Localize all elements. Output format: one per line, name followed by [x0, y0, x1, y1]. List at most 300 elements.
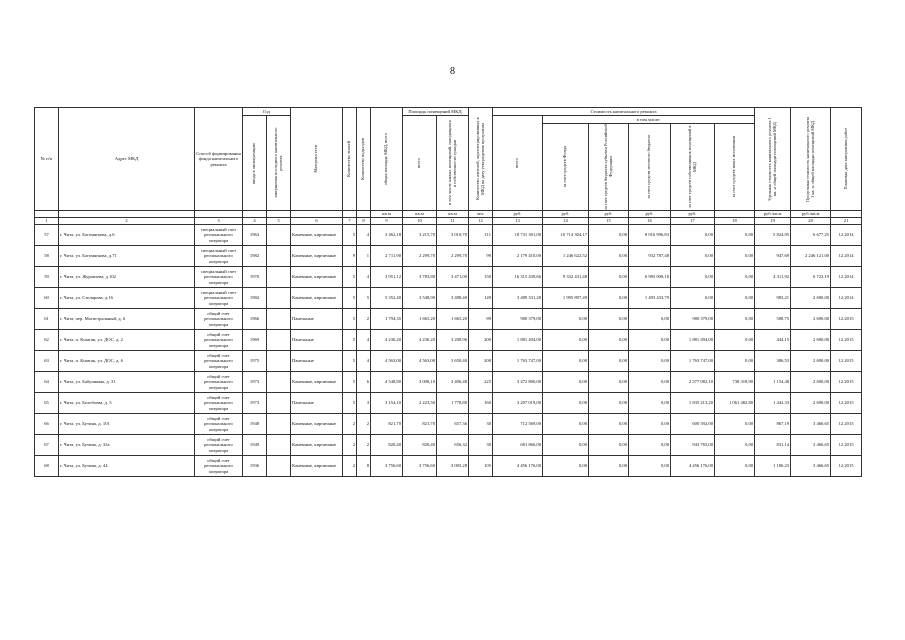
cell-address: г. Чита, ул. Столярова, д.16: [59, 288, 195, 309]
cell-floors: 5: [343, 351, 357, 372]
cell-unit: 947,69: [755, 246, 791, 267]
cell-other: 0,00: [715, 267, 755, 288]
cell-cost: 3 207 019,00: [493, 393, 543, 414]
cell-total: 1 794,35: [371, 309, 403, 330]
cell-floors: 5: [343, 267, 357, 288]
header-cost-fund: за счет средств Фонда: [562, 146, 568, 188]
cell-repair: [267, 330, 291, 351]
table-row: [35, 267, 862, 288]
cell-other: 0,00: [715, 225, 755, 246]
cell-unit: 588,75: [755, 309, 791, 330]
cell-n: 65: [35, 393, 59, 414]
cell-subj: 0,00: [589, 267, 629, 288]
cell-date: 12.2014: [831, 246, 862, 267]
cell-entr: 4: [357, 225, 371, 246]
cell-res: 1 778,80: [437, 393, 469, 414]
cell-max: 6 723,19: [791, 267, 831, 288]
cell-date: 12.2015: [831, 435, 862, 456]
cell-method: общий счет регионального оператора: [195, 309, 243, 330]
cell-local: 932 787,48: [629, 246, 671, 267]
cell-subj: 0,00: [589, 456, 629, 477]
cell-own: 2 577 082,10: [671, 372, 715, 393]
cell-year: 1969: [243, 330, 267, 351]
cell-material: Каменные, кирпичные: [291, 267, 343, 288]
cell-cost: 1 763 747,00: [493, 351, 543, 372]
cell-other: 0,00: [715, 456, 755, 477]
cell-date: 12.2014: [831, 267, 862, 288]
cell-total: 5 352,40: [371, 288, 403, 309]
cell-entr: 3: [357, 393, 371, 414]
cell-area: 2 223,50: [403, 393, 437, 414]
cell-total: 4 236,20: [371, 330, 403, 351]
table-row: [35, 225, 862, 246]
cell-people: 111: [469, 225, 493, 246]
cell-people: 149: [469, 288, 493, 309]
cell-cost: 3 472 800,00: [493, 372, 543, 393]
cell-method: общий счет регионального оператора: [195, 456, 243, 477]
cell-material: Каменные, кирпичные: [291, 246, 343, 267]
header-area-total: всего: [416, 158, 422, 168]
cell-cost: 4 456 176,00: [493, 456, 543, 477]
cell-n: 61: [35, 309, 59, 330]
header-year-group: Год: [243, 108, 291, 116]
unit-cell: руб.: [589, 211, 629, 218]
header-floors: Количество этажей: [346, 141, 352, 177]
header-num: № п/п: [35, 108, 59, 211]
header-cost-other: за счет средств иных источников: [731, 136, 737, 198]
cell-own: 1 881 494,00: [671, 330, 715, 351]
cell-other: 0,00: [715, 435, 755, 456]
cell-unit: 444,15: [755, 330, 791, 351]
cell-material: Каменные, кирпичные: [291, 456, 343, 477]
cell-unit: 867,19: [755, 414, 791, 435]
cell-year: 1949: [243, 435, 267, 456]
header-residents: Количество жителей, зарегистрированных в МКД на дату утверждения программы: [474, 117, 485, 201]
cell-local: 6 983 008,18: [629, 267, 671, 288]
cell-year: 1970: [243, 267, 267, 288]
cell-people: 105: [469, 456, 493, 477]
cell-res: 3 010,70: [437, 225, 469, 246]
cell-max: 2 690,00: [791, 330, 831, 351]
cell-max: 2 690,00: [791, 372, 831, 393]
unit-cell: кв.м: [437, 211, 469, 218]
cell-address: г. Чита, ул. Бутина, д. 32а: [59, 435, 195, 456]
table-row: [35, 351, 862, 372]
cell-floors: 5: [343, 309, 357, 330]
cell-subj: 0,00: [589, 393, 629, 414]
cell-unit: 983,21: [755, 288, 791, 309]
cell-people: 89: [469, 309, 493, 330]
cell-year: 1973: [243, 393, 267, 414]
cell-method: общий счет регионального оператора: [195, 435, 243, 456]
capital-repair-register-table: [34, 107, 862, 477]
cell-fund: 0,00: [543, 456, 589, 477]
cell-res: 3 488,40: [437, 288, 469, 309]
cell-total: 820,40: [371, 435, 403, 456]
cell-other: 738 318,90: [715, 372, 755, 393]
unit-cell: руб./кв.м: [791, 211, 831, 218]
cell-res: 3 650,40: [437, 351, 469, 372]
cell-method: общий счет регионального оператора: [195, 330, 243, 351]
cell-own: 0,00: [671, 246, 715, 267]
cell-material: Каменные, кирпичные: [291, 435, 343, 456]
cell-local: 0,00: [629, 372, 671, 393]
table-row: [35, 246, 862, 267]
cell-n: 67: [35, 435, 59, 456]
cell-address: г. Чита, ул. Белобоева, д. 3: [59, 393, 195, 414]
cell-area: 1 665,20: [403, 309, 437, 330]
cell-repair: [267, 309, 291, 330]
cell-unit: 386,53: [755, 351, 791, 372]
cell-material: Каменные, кирпичные: [291, 414, 343, 435]
header-method: Способ формирования фонда капитального ремонта: [195, 108, 243, 211]
cell-unit: 1 154,48: [755, 372, 791, 393]
cell-repair: [267, 456, 291, 477]
table-row: [35, 372, 862, 393]
cell-cost: 681 866,00: [493, 435, 543, 456]
cell-n: 66: [35, 414, 59, 435]
cell-other: 0,00: [715, 414, 755, 435]
cell-other: 1 061 482,80: [715, 393, 755, 414]
cell-repair: [267, 267, 291, 288]
cell-repair: [267, 288, 291, 309]
cell-local: 0,00: [629, 309, 671, 330]
cell-floors: 5: [343, 393, 357, 414]
cell-repair: [267, 393, 291, 414]
cell-date: 12.2015: [831, 309, 862, 330]
cell-res: 2 406,48: [437, 372, 469, 393]
cell-area: 820,40: [403, 435, 437, 456]
cell-fund: 0,00: [543, 393, 589, 414]
cell-people: 30: [469, 435, 493, 456]
cell-subj: 0,00: [589, 246, 629, 267]
cell-fund: 0,00: [543, 330, 589, 351]
cell-n: 59: [35, 267, 59, 288]
header-cost-local: за счет средств местного бюджета: [646, 135, 652, 199]
header-unit-cost: Удельная стоимость капитального ремонта 1 кв. м общей площади помещений МКД: [766, 117, 777, 201]
cell-fund: 9 332 431,48: [543, 267, 589, 288]
cell-unit: 1 442,33: [755, 393, 791, 414]
cell-material: Панельные: [291, 330, 343, 351]
cell-local: 0,00: [629, 414, 671, 435]
cell-floors: 2: [343, 456, 357, 477]
cell-method: специальный счет регионального оператора: [195, 267, 243, 288]
cell-local: 1 493 433,79: [629, 288, 671, 309]
cell-entr: 8: [357, 456, 371, 477]
cell-own: 943 765,00: [671, 435, 715, 456]
cell-entr: 4: [357, 267, 371, 288]
cell-cost: 3 489 331,28: [493, 288, 543, 309]
cell-res: 1 665,20: [437, 309, 469, 330]
cell-own: 0,00: [671, 267, 715, 288]
header-incl: в том числе:: [543, 116, 755, 124]
cell-fund: 0,00: [543, 414, 589, 435]
cell-repair: [267, 351, 291, 372]
cell-n: 58: [35, 246, 59, 267]
cell-res: 2 299,70: [437, 246, 469, 267]
table-row: [35, 456, 862, 477]
unit-cell: руб.: [493, 211, 543, 218]
cell-own: 0,00: [671, 288, 715, 309]
unit-cell: кв.м: [403, 211, 437, 218]
cell-people: 99: [469, 246, 493, 267]
cell-entr: 2: [357, 414, 371, 435]
cell-date: 12.2015: [831, 372, 862, 393]
cell-address: г. Чита, п. Кшатак, ул. ДОС, д. 6: [59, 351, 195, 372]
cell-unit: 1 186,23: [755, 456, 791, 477]
cell-total: 4 563,00: [371, 351, 403, 372]
cell-max: 2 690,00: [791, 393, 831, 414]
header-max-cost: Предельная стоимость капитального ремонта 1 кв. м общей площади помещений МКД: [804, 116, 815, 202]
cell-floors: 2: [343, 414, 357, 435]
cell-other: 0,00: [715, 351, 755, 372]
cell-people: 200: [469, 330, 493, 351]
cell-address: г. Чита, ул. Богомягкова, д.71: [59, 246, 195, 267]
cell-repair: [267, 225, 291, 246]
cell-fund: 1 995 897,49: [543, 288, 589, 309]
cell-area: 3 215,70: [403, 225, 437, 246]
cell-cost: 2 179 410,00: [493, 246, 543, 267]
cell-subj: 0,00: [589, 288, 629, 309]
cell-max: 3 466,65: [791, 435, 831, 456]
cell-entr: 4: [357, 330, 371, 351]
cell-subj: 0,00: [589, 225, 629, 246]
cell-date: 12.2015: [831, 393, 862, 414]
cell-floors: 5: [343, 288, 357, 309]
cell-max: 2 690,00: [791, 351, 831, 372]
cell-year: 1984: [243, 288, 267, 309]
cell-local: 0,00: [629, 330, 671, 351]
column-numbers-row: 1 2 3 4 5 6 7 8 9 10 11 12 13 14 15 16 17 18 19 20 21: [35, 218, 862, 225]
header-year-last-repair: завершения последнего капитального ремонта: [272, 127, 283, 199]
cell-max: 6 677,25: [791, 225, 831, 246]
cell-method: общий счет регионального оператора: [195, 393, 243, 414]
cell-area: 2 299,70: [403, 246, 437, 267]
cell-area: 3 548,90: [403, 288, 437, 309]
cell-date: 12.2015: [831, 330, 862, 351]
cell-unit: 4 311,92: [755, 267, 791, 288]
cell-area: 3 756,60: [403, 456, 437, 477]
cell-method: специальный счет регионального оператора: [195, 225, 243, 246]
cell-people: 150: [469, 267, 493, 288]
cell-material: Панельные: [291, 309, 343, 330]
cell-area: 3 008,10: [403, 372, 437, 393]
cell-fund: 0,00: [543, 309, 589, 330]
cell-fund: 1 246 622,52: [543, 246, 589, 267]
header-entrances: Количество подъездов: [360, 138, 366, 180]
cell-date: 12.2015: [831, 351, 862, 372]
cell-n: 62: [35, 330, 59, 351]
cell-floors: 2: [343, 435, 357, 456]
unit-cell: чел.: [469, 211, 493, 218]
cell-material: Каменные, кирпичные: [291, 372, 343, 393]
cell-subj: 0,00: [589, 435, 629, 456]
cell-material: Каменные, кирпичные: [291, 225, 343, 246]
cell-n: 68: [35, 456, 59, 477]
cell-max: 2 690,00: [791, 288, 831, 309]
cell-res: 656,32: [437, 435, 469, 456]
cell-year: 1982: [243, 246, 267, 267]
cell-fund: 0,00: [543, 435, 589, 456]
page-number: 8: [450, 66, 455, 77]
cell-year: 1975: [243, 351, 267, 372]
table-row: [35, 309, 862, 330]
table-row: [35, 330, 862, 351]
cell-max: 3 466,65: [791, 456, 831, 477]
header-total-area: общая площадь МКД, всего: [383, 132, 389, 186]
cell-res: 3 471,00: [437, 267, 469, 288]
cell-local: 0,00: [629, 351, 671, 372]
cell-local: 0,00: [629, 456, 671, 477]
cell-people: 200: [469, 351, 493, 372]
cell-cost: 712 569,00: [493, 414, 543, 435]
unit-cell: руб./кв.м: [755, 211, 791, 218]
cell-total: 3 154,10: [371, 393, 403, 414]
unit-cell: руб.: [543, 211, 589, 218]
cell-material: Каменные, кирпичные: [291, 288, 343, 309]
cell-total: 821,70: [371, 414, 403, 435]
cell-year: 1936: [243, 456, 267, 477]
cell-n: 63: [35, 351, 59, 372]
cell-fund: 10 714 304,17: [543, 225, 589, 246]
cell-fund: 0,00: [543, 372, 589, 393]
cell-year: 1948: [243, 414, 267, 435]
header-planned-date: Плановая дата завершения работ: [842, 128, 848, 190]
cell-entr: 2: [357, 309, 371, 330]
cell-entr: 4: [357, 351, 371, 372]
cell-year: 1966: [243, 309, 267, 330]
cell-cost: 18 731 301,00: [493, 225, 543, 246]
cell-entr: 2: [357, 435, 371, 456]
cell-material: Панельные: [291, 393, 343, 414]
cell-subj: 0,00: [589, 372, 629, 393]
cell-address: г. Чита, ул. Богомягкова, д.6: [59, 225, 195, 246]
header-address: Адрес МКД: [59, 108, 195, 211]
cell-area: 4 563,00: [403, 351, 437, 372]
cell-own: 600 392,00: [671, 414, 715, 435]
cell-repair: [267, 372, 291, 393]
cell-local: 0,00: [629, 435, 671, 456]
cell-own: 4 456 176,00: [671, 456, 715, 477]
header-cost-total: всего: [514, 158, 520, 168]
cell-people: 225: [469, 372, 493, 393]
cell-method: специальный счет регионального оператора: [195, 288, 243, 309]
cell-date: 12.2015: [831, 456, 862, 477]
cell-subj: 0,00: [589, 330, 629, 351]
cell-date: 12.2015: [831, 414, 862, 435]
cell-method: общий счет регионального оператора: [195, 414, 243, 435]
cell-other: 0,00: [715, 246, 755, 267]
cell-n: 60: [35, 288, 59, 309]
table-row: [35, 435, 862, 456]
cell-entr: 1: [357, 246, 371, 267]
cell-floors: 9: [343, 246, 357, 267]
cell-subj: 0,00: [589, 351, 629, 372]
cell-max: 3 466,65: [791, 414, 831, 435]
cell-year: 1973: [243, 372, 267, 393]
cell-method: общий счет регионального оператора: [195, 351, 243, 372]
cell-address: г. Чита, ул. Бутина, д. 101: [59, 414, 195, 435]
cell-total: 3 462,18: [371, 225, 403, 246]
cell-floors: 5: [343, 330, 357, 351]
cell-local: 8 016 996,83: [629, 225, 671, 246]
cell-unit: 5 824,95: [755, 225, 791, 246]
cell-address: г. Чита, ул. Бутина, д. 44: [59, 456, 195, 477]
header-wall-material: Материал стен: [313, 145, 319, 173]
cell-other: 0,00: [715, 330, 755, 351]
cell-area: 4 236,20: [403, 330, 437, 351]
cell-own: 980 379,00: [671, 309, 715, 330]
cell-cost: 980 379,00: [493, 309, 543, 330]
cell-date: 12.2014: [831, 288, 862, 309]
cell-material: Панельные: [291, 351, 343, 372]
cell-people: 30: [469, 414, 493, 435]
header-cost-group: Стоимость капитального ремонта: [493, 108, 755, 116]
header-area-residential: в том числе жилых помещений, находящихся в собственности граждан: [446, 120, 457, 206]
cell-total: 4 548,80: [371, 372, 403, 393]
unit-cell: кв.м: [371, 211, 403, 218]
cell-unit: 831,14: [755, 435, 791, 456]
unit-cell: руб.: [671, 211, 715, 218]
table-row: [35, 393, 862, 414]
cell-res: 3 208,96: [437, 330, 469, 351]
header-cost-subject: за счет средств бюджета субъекта Российской Федерации: [602, 124, 613, 210]
header-year-commission: ввода в эксплуатацию: [251, 142, 257, 184]
cell-floors: 5: [343, 225, 357, 246]
table-row: [35, 414, 862, 435]
cell-entr: 5: [357, 288, 371, 309]
units-row: [35, 211, 862, 218]
cell-entr: 6: [357, 372, 371, 393]
cell-people: 160: [469, 393, 493, 414]
cell-own: 0,00: [671, 225, 715, 246]
cell-address: г. Чита, ул. Бабушкина, д. 31: [59, 372, 195, 393]
cell-method: общий счет регионального оператора: [195, 372, 243, 393]
table-body: [35, 225, 862, 477]
table-row: [35, 288, 862, 309]
cell-address: г. Чита, п. Кшатак, ул. ДОС, д. 2: [59, 330, 195, 351]
header-cost-owners: за счет средств собственников помещений в МКД: [686, 125, 697, 209]
cell-other: 0,00: [715, 288, 755, 309]
cell-total: 2 711,90: [371, 246, 403, 267]
cell-area: 3 783,80: [403, 267, 437, 288]
cell-address: г. Чита, ул. Журавлева, д.102: [59, 267, 195, 288]
cell-max: 2 246 121,00: [791, 246, 831, 267]
cell-cost: 16 315 439,66: [493, 267, 543, 288]
cell-res: 657,36: [437, 414, 469, 435]
unit-cell: руб.: [629, 211, 671, 218]
cell-area: 821,70: [403, 414, 437, 435]
header-area-group: Площадь помещений МКД:: [403, 108, 469, 116]
cell-subj: 0,00: [589, 414, 629, 435]
cell-method: специальный счет регионального оператора: [195, 246, 243, 267]
cell-cost: 1 881 494,00: [493, 330, 543, 351]
cell-local: 0,00: [629, 393, 671, 414]
cell-floors: 5: [343, 372, 357, 393]
cell-repair: [267, 246, 291, 267]
cell-subj: 0,00: [589, 309, 629, 330]
cell-total: 3 951,12: [371, 267, 403, 288]
cell-own: 1 763 747,00: [671, 351, 715, 372]
cell-own: 1 835 213,20: [671, 393, 715, 414]
cell-n: 64: [35, 372, 59, 393]
cell-res: 3 005,28: [437, 456, 469, 477]
cell-fund: 0,00: [543, 351, 589, 372]
cell-n: 57: [35, 225, 59, 246]
cell-date: 12.2014: [831, 225, 862, 246]
cell-other: 0,00: [715, 309, 755, 330]
cell-repair: [267, 414, 291, 435]
